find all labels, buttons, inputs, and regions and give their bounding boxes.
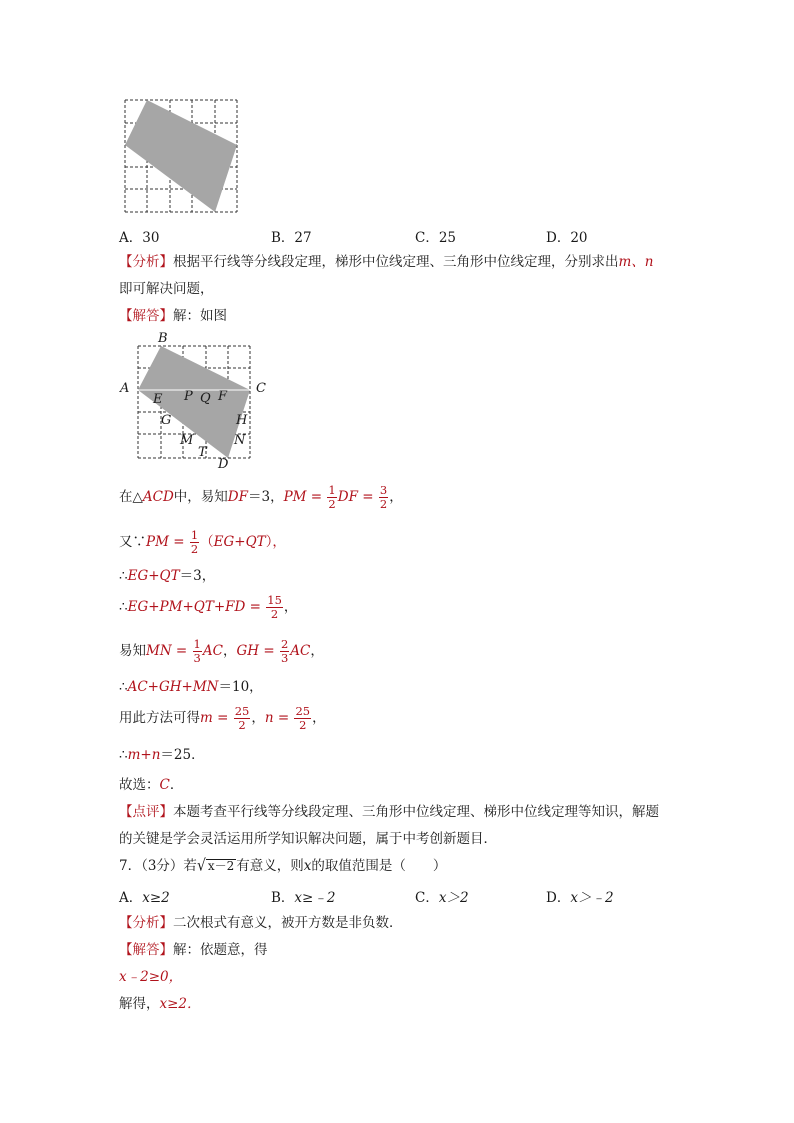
label-f: F: [218, 389, 228, 404]
step-1: 在△ACD中，易知DF＝3，PM = $\frac{1}{2}$ DF = $\frac{3}{2}$ ，: [119, 483, 403, 511]
comment-tag: 【点评】: [119, 804, 173, 820]
label-c: C: [256, 381, 266, 396]
comment-line-1: 【点评】本题考查平行线等分线段定理、三角形中位线定理、梯形中位线定理等知识，解题: [119, 804, 659, 820]
comment-line-2: 的关键是学会灵活运用所学知识解决问题，属于中考创新题目．: [119, 831, 497, 847]
gray-parallelogram: [125, 100, 237, 212]
analysis-text: 根据平行线等分线段定理，梯形中位线定理、三角形中位线定理，分别求出: [173, 254, 619, 270]
analysis2-tag: 【分析】: [119, 915, 173, 931]
label-m: M: [180, 433, 194, 448]
step-3: ∴EG+QT＝3，: [119, 568, 216, 584]
analysis2-line: 【分析】二次根式有意义，被开方数是非负数．: [119, 915, 403, 931]
q7-option-a: A．x≥2: [119, 890, 170, 906]
answer2-tag: 【解答】: [119, 942, 173, 958]
label-t: T: [198, 445, 207, 460]
answer2-line: 【解答】解：依题意，得: [119, 942, 268, 958]
option-c: C．25: [415, 230, 457, 246]
label-h: H: [236, 413, 248, 428]
analysis-line-1: [119, 253, 654, 271]
answer-line: [119, 307, 227, 325]
q7-option-b: B．x≥﹣2: [271, 890, 336, 906]
label-e: E: [153, 392, 163, 407]
label-d: D: [218, 457, 229, 472]
label-a: A: [120, 381, 130, 396]
q7-option-c: C．x＞2: [415, 890, 469, 906]
q7-radicand: x－2: [207, 859, 235, 873]
analysis-line-2: 即可解决问题，: [119, 281, 214, 297]
option-a: A．30: [119, 230, 160, 246]
option-b: B．27: [271, 230, 312, 246]
step-6: ∴AC+GH+MN＝10，: [119, 679, 263, 695]
step-2: 又∵PM = $\frac{1}{2}$ （EG+QT），: [119, 528, 286, 556]
analysis-tag: 【分析】: [119, 254, 173, 270]
q7-option-d: D．x＞﹣2: [546, 890, 614, 906]
label-b: B: [158, 332, 168, 346]
label-q: Q: [200, 391, 211, 406]
answer-tag: 【解答】: [119, 308, 173, 324]
step-8: ∴m+n＝25．: [119, 747, 205, 763]
figure-grid-1: [118, 96, 244, 216]
option-d: D．20: [546, 230, 588, 246]
label-p: P: [184, 389, 193, 404]
q7-step-2: 解得，x≥2．: [119, 996, 201, 1012]
step-4: ∴EG+PM+QT+FD = $\frac{15}{2}$ ，: [119, 593, 298, 621]
step-9: 故选：C．: [119, 777, 184, 793]
label-n: N: [234, 433, 246, 448]
figure-grid-2: [118, 332, 278, 472]
step-7: 用此方法可得m = $\frac{25}{2}$ ，n = $\frac{25}{2}$ ，: [119, 704, 326, 732]
answer-text: 解：如图: [173, 308, 227, 324]
q7-step-1: x﹣2≥0，: [119, 969, 183, 985]
step-5: 易知MN = $\frac{1}{3}$ AC，GH = $\frac{2}{3}$ AC，: [119, 637, 324, 665]
analysis-vars: m、n: [618, 254, 654, 270]
label-g: G: [161, 413, 172, 428]
q7-stem: 7．（3分）若√ x－2 有意义，则x的取值范围是（ ）: [119, 856, 447, 876]
